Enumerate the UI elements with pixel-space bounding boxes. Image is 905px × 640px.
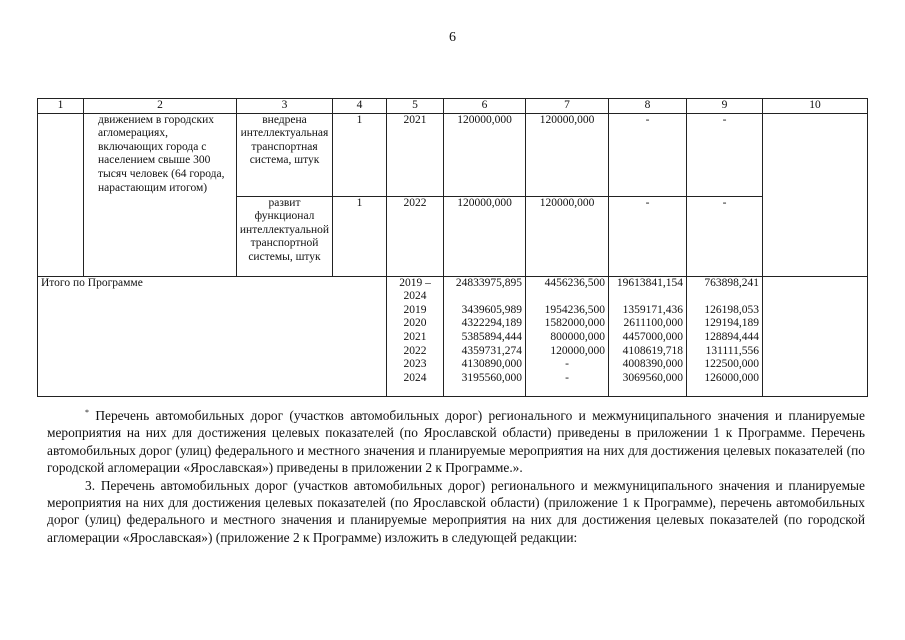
cell-col1 xyxy=(38,113,84,276)
cell-col7: 120000,000 xyxy=(526,196,609,276)
header-cell-4: 4 xyxy=(333,99,387,114)
indicator-cell: развит функционал интеллектуальной транспортной системы, штук xyxy=(237,196,333,276)
cell-col9: - xyxy=(687,113,763,196)
total-col8 xyxy=(609,276,687,396)
footnote-paragraph xyxy=(47,404,865,477)
value: 4108619,718 xyxy=(622,344,683,357)
cell-col8: - xyxy=(609,113,687,196)
header-cell-8: 8 xyxy=(609,99,687,114)
value: 2611100,000 xyxy=(623,317,683,330)
row-description: движением в городских агломерациях, включающих города с населением свыше 300 тысяч человек (64 города, нарастающим итогом) xyxy=(84,113,237,276)
year-cell: 2021 xyxy=(387,113,444,196)
total-col6 xyxy=(444,276,526,396)
cell-col4: 1 xyxy=(333,113,387,196)
header-cell-1: 1 xyxy=(38,99,84,114)
spacer xyxy=(690,290,759,304)
value: 24833975,895 xyxy=(455,276,522,289)
spacer xyxy=(529,290,605,304)
footnote-section xyxy=(47,404,865,546)
header-cell-10: 10 xyxy=(763,99,868,114)
header-cell-2: 2 xyxy=(84,99,237,114)
header-cell-3: 3 xyxy=(237,99,333,114)
year-range: 2019 – xyxy=(399,276,431,289)
total-col10 xyxy=(763,276,868,396)
value: 4359731,274 xyxy=(461,344,522,357)
cell-col8: - xyxy=(609,196,687,276)
cell-col6: 120000,000 xyxy=(444,196,526,276)
value: 4456236,500 xyxy=(544,276,605,289)
page-number: 6 xyxy=(449,30,456,45)
header-cell-9: 9 xyxy=(687,99,763,114)
indicator-cell: внедрена интеллектуальная транспортная система, штук xyxy=(237,113,333,196)
cell-col7: 120000,000 xyxy=(526,113,609,196)
spacer xyxy=(447,290,522,304)
value: 1954236,500 xyxy=(544,303,605,316)
value: 126198,053 xyxy=(704,303,759,316)
value: 131111,556 xyxy=(705,344,759,357)
header-cell-7: 7 xyxy=(526,99,609,114)
value: 4130890,000 xyxy=(461,358,522,371)
table-row xyxy=(38,113,868,196)
total-col9 xyxy=(687,276,763,396)
value: 1359171,436 xyxy=(622,303,683,316)
value: 122500,000 xyxy=(704,358,759,371)
value: 3195560,000 xyxy=(461,371,522,384)
footnote-marker: * xyxy=(85,408,89,417)
value: 3069560,000 xyxy=(622,371,683,384)
value: - xyxy=(565,358,569,371)
total-row xyxy=(38,276,868,396)
table-header-row xyxy=(38,99,868,114)
total-label: Итого по Программе xyxy=(38,276,387,396)
year-range-end: 2024 xyxy=(403,290,427,303)
value: 800000,000 xyxy=(550,330,605,343)
header-cell-5: 5 xyxy=(387,99,444,114)
value: 126000,000 xyxy=(704,371,759,384)
total-years xyxy=(387,276,444,396)
total-col7 xyxy=(526,276,609,396)
paragraph-3: 3. Перечень автомобильных дорог (участков автомобильных дорог) регионального и межмуниципального значения и планируемые мероприятия на них для достижения целевых показателей (по Ярославской области) (приложение 1 к Программе), перечень автомобильных дорог (улиц) федерального и местного значения и планируемые мероприятия на них для достижения целевых показателей (по городской агломерации «Ярославская») (приложение 2 к Программе) изложить в следующей редакции: xyxy=(47,477,865,545)
value: 4457000,000 xyxy=(622,330,683,343)
value: 3439605,989 xyxy=(461,303,522,316)
value: 4008390,000 xyxy=(622,358,683,371)
value: 763898,241 xyxy=(704,276,759,289)
footnote-text: Перечень автомобильных дорог (участков автомобильных дорог) регионального и межмуниципального значения и планируемые мероприятия на них для достижения целевых показателей (по Ярославской области) приведены в приложении 1 к Программе. Перечень автомобильных дорог (улиц) федерального и местного значения и планируемые мероприятия на них для достижения целевых показателей (по городской агломерации «Ярославская») приведены в приложении 2 к Программе.». xyxy=(47,408,865,476)
year-value: 2022 xyxy=(403,344,427,357)
header-cell-6: 6 xyxy=(444,99,526,114)
value: 1582000,000 xyxy=(544,317,605,330)
year-value: 2024 xyxy=(403,371,427,384)
cell-col9: - xyxy=(687,196,763,276)
year-value: 2021 xyxy=(403,330,427,343)
cell-col10 xyxy=(763,113,868,276)
value: 4322294,189 xyxy=(461,317,522,330)
value: 129194,189 xyxy=(704,317,759,330)
year-value: 2020 xyxy=(403,317,427,330)
value: 5385894,444 xyxy=(461,330,522,343)
value: 128894,444 xyxy=(704,330,759,343)
year-value: 2019 xyxy=(403,303,427,316)
value: 19613841,154 xyxy=(616,276,683,289)
cell-col4: 1 xyxy=(333,196,387,276)
spacer xyxy=(612,290,683,304)
year-value: 2023 xyxy=(403,358,427,371)
value: - xyxy=(565,371,569,384)
value: 120000,000 xyxy=(550,344,605,357)
year-cell: 2022 xyxy=(387,196,444,276)
cell-col6: 120000,000 xyxy=(444,113,526,196)
program-table xyxy=(37,98,868,397)
